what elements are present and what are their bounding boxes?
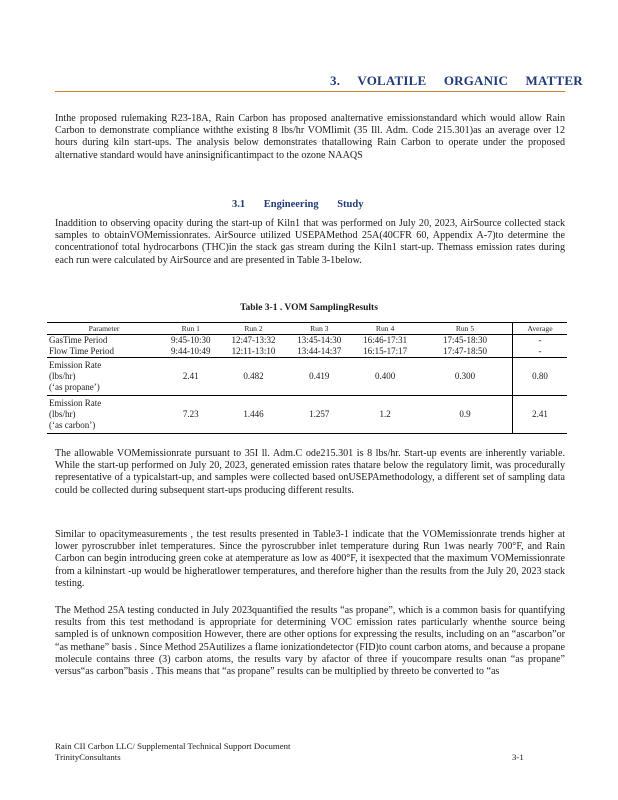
table-cell: 2.41 bbox=[513, 396, 568, 434]
table-cell: 12:47-13:32 bbox=[231, 335, 276, 345]
table-cell: 1.257 bbox=[286, 396, 352, 434]
table-cell: 0.9 bbox=[418, 396, 513, 434]
table-cell: 16:46-17:31 bbox=[363, 335, 408, 345]
table-row bbox=[47, 396, 567, 434]
header-run-5: Run 5 bbox=[418, 323, 513, 335]
engineering-study-paragraph: Inaddition to observing opacity during the start-up of Kiln1 that was performed on July 20, 2023, AirSource collected stack samples to obtainVOMemissionrates. AirSource utilized USEPAMethod 25A(40CFR 60, Appendix A-7)to determine the concentrationof total hydrocarbons (THC)in the stack gas stream during the Kiln1 start-up. Themass emission rates during each run were calculated by AirSource and are presented in Table 3-1below. bbox=[55, 218, 565, 266]
header-parameter: Parameter bbox=[47, 323, 161, 335]
table-cell: 13:44-14:37 bbox=[297, 346, 342, 356]
row-label: Flow Time Period bbox=[49, 346, 115, 356]
header-average: Average bbox=[513, 323, 568, 335]
allowable-rate-paragraph: The allowable VOMemissionrate pursuant to 35I ll. Adm.C ode215.301 is 8 lbs/hr. Start-up events are inherently variable. While the start-up performed on July 20, 2023, generated emission rates thatare below the regulatory limit, was procedurally representative of a typicalstart-up, and samples were collected based onUSEPAmethodology, a different set of sampling data could be collected during subsequent start-ups producing different results. bbox=[55, 448, 565, 496]
table-cell: - bbox=[513, 335, 568, 347]
row-label: Emission Rate (lbs/hr) (‘as propane’) bbox=[47, 358, 161, 396]
heading-rule bbox=[55, 91, 565, 92]
table-cell: 17:45-18:30 bbox=[443, 335, 487, 345]
header-run-2: Run 2 bbox=[221, 323, 287, 335]
table-cell: 7.23 bbox=[161, 396, 221, 434]
section-title: 3. VOLATILE ORGANIC MATTER bbox=[330, 73, 583, 88]
table-cell: - bbox=[513, 346, 568, 358]
table-cell: 0.80 bbox=[513, 358, 568, 396]
table-row bbox=[47, 358, 567, 396]
table-cell: 13:45-14:30 bbox=[297, 335, 342, 345]
table-cell: 1.2 bbox=[352, 396, 418, 434]
vom-sampling-results-table bbox=[47, 322, 567, 434]
footer-company: TrinityConsultants bbox=[55, 752, 121, 762]
row-label: GasTime Period bbox=[49, 335, 108, 345]
footer bbox=[55, 741, 290, 763]
table-caption: Table 3-1 . VOM SamplingResults bbox=[240, 303, 378, 313]
table-cell: 9:44-10:49 bbox=[171, 346, 211, 356]
table-header-row bbox=[47, 323, 567, 335]
table-cell: 16:15-17:17 bbox=[363, 346, 408, 356]
header-run-4: Run 4 bbox=[352, 323, 418, 335]
header-run-1: Run 1 bbox=[161, 323, 221, 335]
row-label: Emission Rate (lbs/hr) (‘as carbon’) bbox=[47, 396, 161, 434]
header-run-3: Run 3 bbox=[286, 323, 352, 335]
table-cell: 0.400 bbox=[352, 358, 418, 396]
table-cell: 2.41 bbox=[161, 358, 221, 396]
table-cell: 17:47-18:50 bbox=[443, 346, 487, 356]
table-row bbox=[47, 346, 567, 358]
table-cell: 9:45-10:30 bbox=[171, 335, 211, 345]
page-number: 3-1 bbox=[512, 752, 524, 762]
table-cell: 1.446 bbox=[221, 396, 287, 434]
method-25a-paragraph: The Method 25A testing conducted in July 2023quantified the results “as propane”, which is a common basis for quantifying results from this test methodand is appropriate for determining VOC emission rates particularly whenthe source being sampled is of unknown composition However, there are other options for expressing the results, including on an “ascarbon”or “as methane” basis . Since Method 25Autilizes a flame ionizationdetector (FID)to count carbon atoms, and because a propane molecule contains three (3) carbon atoms, the results vary by afactor of three if youcompare results onan “as propane” versus“as carbon”basis . This means that “as propane” results can be multiplied by threeto be converted to “as bbox=[55, 605, 565, 678]
table-cell: 0.300 bbox=[418, 358, 513, 396]
intro-paragraph: Inthe proposed rulemaking R23-18A, Rain Carbon has proposed analternative emissionstandard which would allow Rain Carbon to demonstrate compliance withthe existing 8 lbs/hr VOMlimit (35 Ill. Adm. Code 215.301)as an average over 12 hours during kiln start-ups. The analysis below demonstrates thatallowing Rain Carbon to operate under the proposed alternative standard would have aninsignificantimpact to the ozone NAAQS bbox=[55, 113, 565, 161]
table-cell: 12:11-13:10 bbox=[231, 346, 276, 356]
table-row bbox=[47, 335, 567, 347]
table-cell: 0.419 bbox=[286, 358, 352, 396]
table-cell: 0.482 bbox=[221, 358, 287, 396]
subsection-title: 3.1 Engineering Study bbox=[232, 199, 364, 210]
temperature-trend-paragraph: Similar to opacitymeasurements , the test results presented in Table3-1 indicate that the VOMemissionrate trends higher at lower pyroscrubber inlet temperatures. Since the pyroscrubber inlet temperature during Run 1was nearly 700°F, and Rain Carbon can begin introducing green coke at atemperature as low as 400°F, it isexpected that the maximum VOMemissionrate from a kilninstart -up would be higheratlower temperatures, and therefore higher than the results from the July 20, 2023 stack testing. bbox=[55, 529, 565, 589]
footer-document-title: Rain CII Carbon LLC/ Supplemental Technical Support Document bbox=[55, 741, 291, 751]
